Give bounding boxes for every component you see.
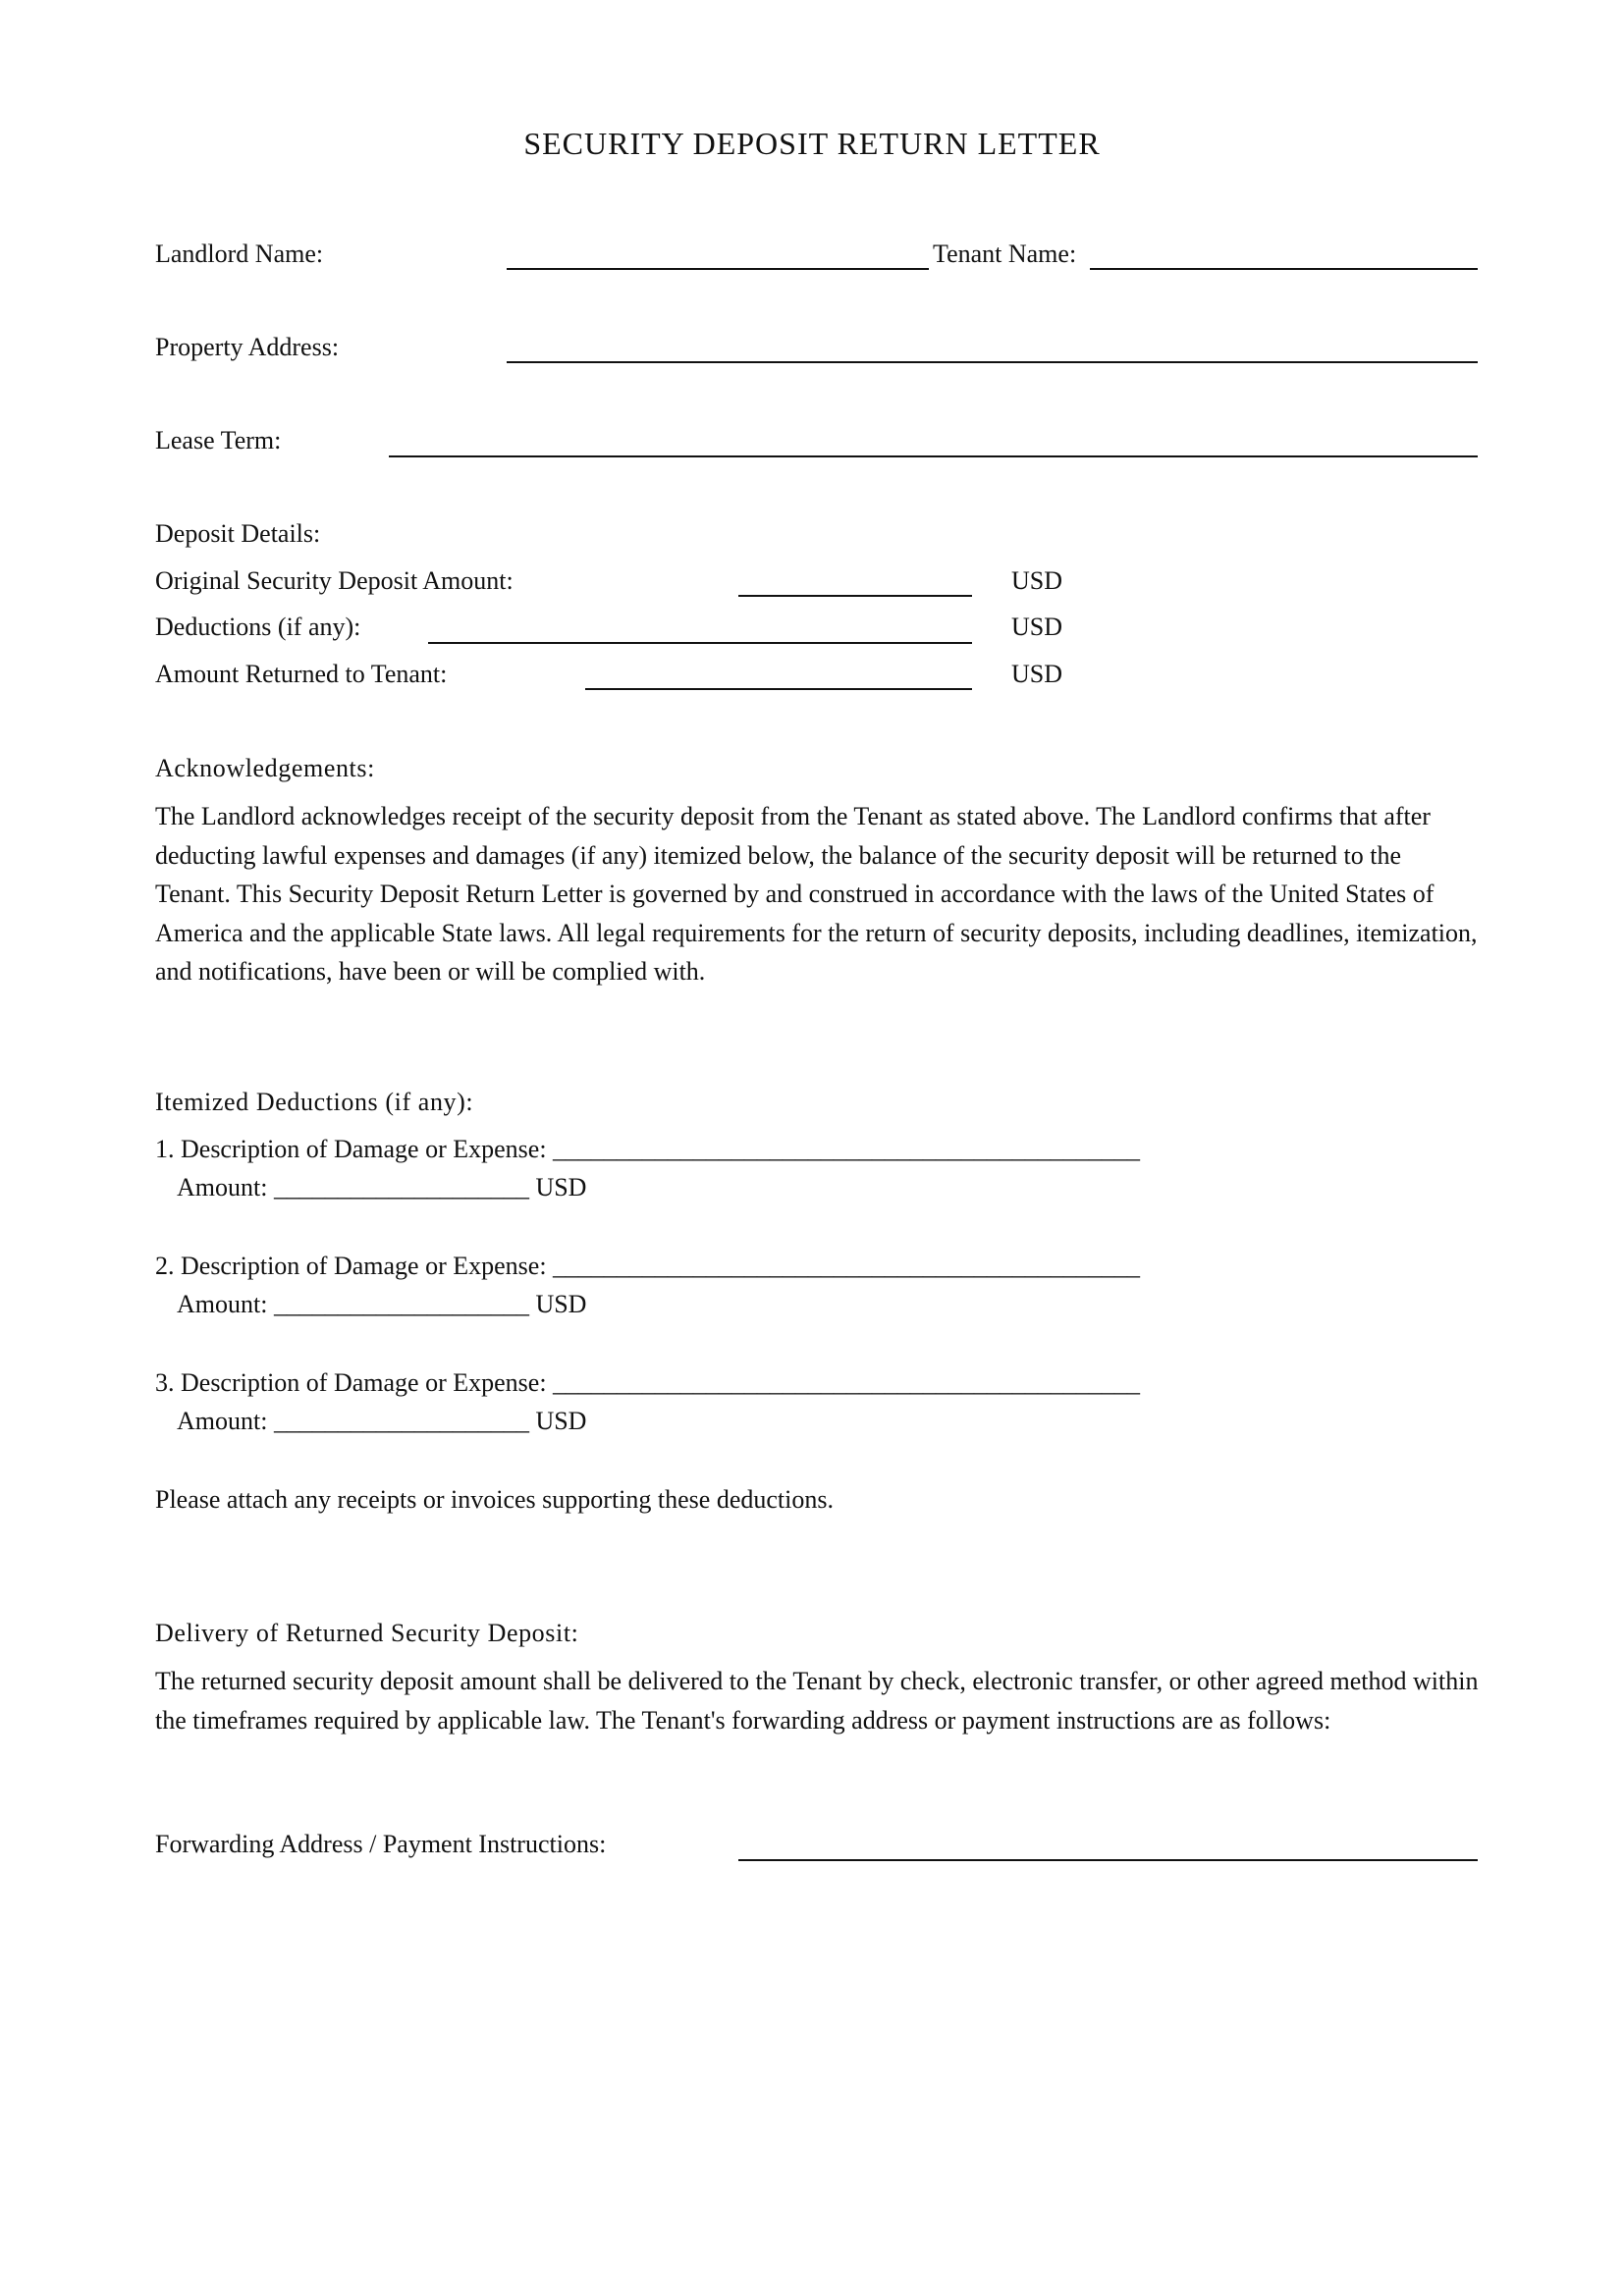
receipts-note: Please attach any receipts or invoices supporting these deductions. bbox=[155, 1485, 834, 1514]
tenant-name-label: Tenant Name: bbox=[933, 240, 1077, 268]
deduction-item-3-amount[interactable]: Amount: ____________________ USD bbox=[177, 1407, 587, 1435]
deductions-label: Deductions (if any): bbox=[155, 613, 361, 641]
tenant-name-field[interactable] bbox=[1090, 268, 1478, 270]
original-deposit-label: Original Security Deposit Amount: bbox=[155, 566, 514, 595]
landlord-name-field[interactable] bbox=[507, 268, 929, 270]
delivery-text: The returned security deposit amount shall be delivered to the Tenant by check, electronic transfer, or other agreed method within the timeframes required by applicable law. The Tenant's forwarding address or payment instructions are as follows: bbox=[155, 1667, 1479, 1735]
document-title: SECURITY DEPOSIT RETURN LETTER bbox=[523, 126, 1101, 161]
delivery-heading: Delivery of Returned Security Deposit: bbox=[155, 1619, 579, 1647]
forwarding-address-field[interactable] bbox=[738, 1859, 1478, 1861]
acknowledgements-text: The Landlord acknowledges receipt of the security deposit from the Tenant as stated above. The Landlord confirms that after deducting lawful expenses and damages (if any) itemized below, the balance of the security deposit will be returned to the Tenant. This Security Deposit Return Letter is governed by and construed in accordance with the laws of the United States of America and the applicable State laws. All legal requirements for the return of security deposits, including deadlines, itemization, and notifications, have been or will be complied with. bbox=[155, 802, 1478, 986]
deduction-item-1-description[interactable]: 1. Description of Damage or Expense: ______________________________________________ bbox=[155, 1135, 1141, 1163]
itemized-deductions-heading: Itemized Deductions (if any): bbox=[155, 1088, 474, 1116]
deduction-item-1-amount[interactable]: Amount: ____________________ USD bbox=[177, 1173, 587, 1201]
amount-returned-label: Amount Returned to Tenant: bbox=[155, 660, 448, 688]
landlord-name-label: Landlord Name: bbox=[155, 240, 324, 268]
forwarding-address-label: Forwarding Address / Payment Instructions: bbox=[155, 1830, 607, 1858]
property-address-label: Property Address: bbox=[155, 333, 340, 361]
deduction-item-2-description[interactable]: 2. Description of Damage or Expense: ______________________________________________ bbox=[155, 1252, 1141, 1280]
deduction-item-3-description[interactable]: 3. Description of Damage or Expense: ______________________________________________ bbox=[155, 1368, 1141, 1397]
amount-returned-field[interactable] bbox=[585, 688, 972, 690]
deductions-currency: USD bbox=[1011, 613, 1063, 641]
lease-term-field[interactable] bbox=[389, 455, 1478, 457]
amount-returned-currency: USD bbox=[1011, 660, 1063, 688]
deposit-details-heading: Deposit Details: bbox=[155, 519, 321, 548]
property-address-field[interactable] bbox=[507, 361, 1478, 363]
original-deposit-field[interactable] bbox=[738, 595, 972, 597]
deduction-item-2-amount[interactable]: Amount: ____________________ USD bbox=[177, 1290, 587, 1318]
acknowledgements-heading: Acknowledgements: bbox=[155, 754, 375, 782]
lease-term-label: Lease Term: bbox=[155, 426, 282, 454]
original-deposit-currency: USD bbox=[1011, 566, 1063, 595]
deductions-field[interactable] bbox=[428, 642, 972, 644]
